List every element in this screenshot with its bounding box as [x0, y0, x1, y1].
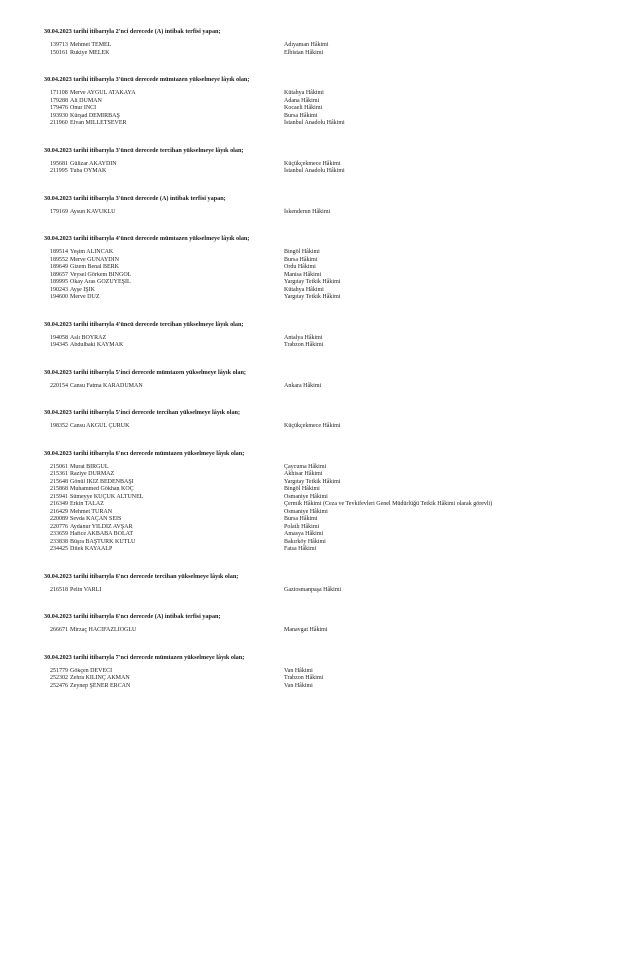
court-assignment: Bursa Hâkimi — [284, 112, 318, 119]
registry-number: 266671 — [50, 627, 68, 633]
judge-name: Onur İNCİ — [70, 105, 97, 111]
judge-name: Erkin TALAZ — [70, 501, 104, 507]
judge-name: Aysun KAVUKLU — [70, 208, 116, 215]
court-assignment: Polatlı Hâkimi — [284, 523, 320, 530]
court-assignment: Ordu Hâkimi — [284, 264, 316, 270]
section-heading: 30.04.2023 tarihi itibarıyla 4'üncü derecede tercihan yükselmeye lâyık olan; — [44, 320, 244, 328]
entry-list — [44, 587, 610, 595]
entry-row — [50, 587, 610, 595]
section-heading: 30.04.2023 tarihi itibarıyla 6'ncı derecede tercihan yükselmeye lâyık olan; — [44, 572, 239, 580]
court-assignment: Ankara Hâkimi — [284, 382, 322, 389]
judge-name: Abdulbaki KAYMAK — [70, 342, 124, 348]
court-assignment: Çaycuma Hâkimi — [284, 463, 327, 470]
registry-number: 233838 — [50, 538, 68, 545]
court-assignment: İskenderun Hâkimi — [284, 208, 331, 215]
registry-number: 211960 — [50, 120, 68, 126]
entry-list — [44, 335, 610, 350]
court-assignment: Bingöl Hâkimi — [284, 486, 320, 492]
entry-row — [50, 668, 610, 676]
entry-list — [44, 383, 610, 391]
registry-number: 216349 — [50, 501, 68, 507]
registry-number: 171108 — [50, 90, 68, 96]
registry-number: 179288 — [50, 97, 68, 104]
entry-row — [50, 509, 610, 517]
entry-row — [50, 423, 610, 431]
entry-list — [44, 209, 610, 217]
entry-row — [50, 120, 610, 128]
entry-row — [50, 90, 610, 98]
section-heading: 30.04.2023 tarihi itibarıyla 7'nci derecede mümtazen yükselmeye lâyık olan; — [44, 653, 245, 661]
promotion-section — [44, 369, 610, 391]
entry-list — [44, 42, 610, 57]
registry-number: 150161 — [50, 49, 68, 56]
entry-row — [50, 98, 610, 106]
judge-name: Merve DÜZ — [70, 294, 100, 300]
judge-name: Mehmet TEMEL — [70, 42, 112, 48]
judge-name: Raziye DURMAZ — [70, 471, 115, 477]
judge-name: Merve AYGÜL ATAKAYA — [70, 90, 136, 96]
court-assignment: Bursa Hâkimi — [284, 256, 318, 263]
registry-number: 211995 — [50, 168, 68, 174]
judge-name: Gizem Benal BERK — [70, 264, 119, 270]
entry-row — [50, 383, 610, 391]
entry-row — [50, 279, 610, 287]
court-assignment: Bakırköy Hâkimi — [284, 538, 326, 545]
section-heading: 30.04.2023 tarihi itibarıyla 4'üncü derecede mümtazen yükselmeye lâyık olan; — [44, 235, 250, 242]
judge-name: Büşra BAŞTÜRK KUTLU — [70, 538, 136, 545]
entry-row — [50, 287, 610, 295]
court-assignment: Elbistan Hâkimi — [284, 49, 324, 56]
judge-name: Sümeyye KÜÇÜK ALTUNEL — [70, 493, 144, 500]
registry-number: 234425 — [50, 546, 68, 552]
court-assignment: Bingöl Hâkimi — [284, 249, 320, 255]
registry-number: 220776 — [50, 523, 68, 530]
registry-number: 215061 — [50, 463, 68, 470]
registry-number: 252302 — [50, 675, 68, 681]
registry-number: 189514 — [50, 249, 68, 255]
section-heading: 30.04.2023 tarihi itibarıyla 6'ncı derecede mümtazen yükselmeye lâyık olan; — [44, 449, 245, 457]
entry-row — [50, 168, 610, 176]
entry-row — [50, 486, 610, 494]
court-assignment: Akhisar Hâkimi — [284, 471, 323, 477]
court-assignment: Yargıtay Tetkik Hâkimi — [284, 279, 341, 285]
judge-name: Aslı BOYRAZ — [70, 334, 107, 341]
judge-name: Kürşad DEMİRBAŞ — [70, 112, 120, 119]
entry-list — [44, 423, 610, 431]
registry-number: 215361 — [50, 471, 68, 477]
court-assignment: Küçükçekmece Hâkimi — [284, 423, 341, 429]
judge-name: Murat BİRGÜL — [70, 463, 109, 470]
court-assignment: Osmaniye Hâkimi — [284, 493, 328, 500]
judge-name: Cansu Fatma KARADUMAN — [70, 382, 143, 389]
court-assignment: Adana Hâkimi — [284, 97, 320, 104]
court-assignment: İstanbul Anadolu Hâkimi — [284, 120, 345, 126]
court-assignment: Osmaniye Hâkimi — [284, 508, 328, 515]
entry-row — [50, 479, 610, 487]
entry-row — [50, 50, 610, 58]
judge-name: Okay Aras GÖZÜYEŞİL — [70, 279, 131, 285]
registry-number: 216518 — [50, 586, 68, 593]
entry-row — [50, 161, 610, 169]
entry-row — [50, 335, 610, 343]
entry-row — [50, 546, 610, 554]
registry-number: 215868 — [50, 486, 68, 492]
promotion-section — [44, 235, 610, 302]
registry-number: 215648 — [50, 478, 68, 485]
entry-row — [50, 209, 610, 217]
judge-name: Gökçen DEVECİ — [70, 667, 113, 674]
registry-number: 198352 — [50, 423, 68, 429]
judge-name: Hafice AKBABA BOLAT — [70, 531, 133, 537]
judge-name: Merve GÜNAYDIN — [70, 256, 119, 263]
judge-name: Mirzaç HACIFAZLIOĞLU — [70, 627, 137, 633]
entry-row — [50, 113, 610, 121]
registry-number: 190243 — [50, 286, 68, 293]
promotion-section — [44, 76, 610, 128]
registry-number: 194345 — [50, 342, 68, 348]
court-assignment: Van Hâkimi — [284, 682, 313, 689]
judge-name: Rukiye MELEK — [70, 49, 110, 56]
entry-row — [50, 683, 610, 691]
entry-list — [44, 161, 610, 176]
court-assignment: Kütahya Hâkimi — [284, 90, 324, 96]
entry-row — [50, 342, 610, 350]
entry-row — [50, 257, 610, 265]
registry-number: 251779 — [50, 667, 68, 674]
entry-list — [44, 627, 610, 635]
judge-name: Yeşim ALINCAK — [70, 249, 114, 255]
judge-name: Dilek KAYAALP — [70, 546, 113, 552]
court-assignment: Bursa Hâkimi — [284, 516, 318, 522]
entry-row — [50, 464, 610, 472]
judge-name: Aydanur YILDIZ AVŞAR — [70, 523, 133, 530]
registry-number: 194600 — [50, 294, 68, 300]
entry-row — [50, 516, 610, 524]
entry-row — [50, 531, 610, 539]
judge-name: Mehmet TURAN — [70, 508, 113, 515]
promotion-section — [44, 321, 610, 350]
promotion-section — [44, 654, 610, 691]
promotion-section — [44, 450, 610, 554]
entry-row — [50, 501, 610, 509]
judge-name: Gönül İKİZ BEDENBAŞI — [70, 478, 134, 485]
judge-name: Muhammed Gökhan KOÇ — [70, 486, 134, 492]
promotion-section — [44, 147, 610, 176]
registry-number: 215941 — [50, 493, 68, 500]
judge-name: Ali DUMAN — [70, 97, 102, 104]
registry-number: 216429 — [50, 508, 68, 515]
section-heading: 30.04.2023 tarihi itibarıyla 3'üncü derecede mümtazen yükselmeye lâyık olan; — [44, 76, 250, 83]
entry-row — [50, 272, 610, 280]
entry-row — [50, 105, 610, 113]
entry-row — [50, 471, 610, 479]
judge-name: Tuba OYMAK — [70, 168, 107, 174]
entry-row — [50, 264, 610, 272]
court-assignment: Gaziosmanpaşa Hâkimi — [284, 586, 342, 593]
court-assignment: Fatsa Hâkimi — [284, 546, 317, 552]
court-assignment: Yargıtay Tetkik Hâkimi — [284, 294, 341, 300]
entry-row — [50, 627, 610, 635]
court-assignment: Çermik Hâkimi (Ceza ve Tevkifevleri Genel Müdürlüğü Tetkik Hâkimi olarak görevli) — [284, 501, 493, 507]
entry-row — [50, 524, 610, 532]
section-heading: 30.04.2023 tarihi itibarıyla 2'nci derecede (A) intibak terfisi yapan; — [44, 28, 221, 35]
entry-row — [50, 249, 610, 257]
registry-number: 189552 — [50, 256, 68, 263]
promotion-section — [44, 409, 610, 431]
registry-number: 195681 — [50, 160, 68, 167]
promotion-section — [44, 613, 610, 635]
registry-number: 252476 — [50, 682, 68, 689]
court-assignment: Antalya Hâkimi — [284, 334, 323, 341]
entry-row — [50, 294, 610, 302]
court-assignment: Trabzon Hâkimi — [284, 342, 324, 348]
registry-number: 220089 — [50, 516, 68, 522]
entry-list — [44, 668, 610, 691]
promotion-section — [44, 28, 610, 57]
entry-row — [50, 494, 610, 502]
court-assignment: Amasya Hâkimi — [284, 531, 324, 537]
promotion-section — [44, 573, 610, 595]
registry-number: 139713 — [50, 42, 68, 48]
registry-number: 194058 — [50, 334, 68, 341]
section-heading: 30.04.2023 tarihi itibarıyla 6'ncı derecede (A) intibak terfisi yapan; — [44, 613, 221, 620]
entry-list — [44, 90, 610, 128]
judge-name: Ayşe IŞIK — [70, 286, 95, 293]
entry-row — [50, 675, 610, 683]
court-assignment: Kocaeli Hâkimi — [284, 105, 323, 111]
judge-name: Pelin VARLI — [70, 586, 102, 593]
entry-row — [50, 42, 610, 50]
registry-number: 233659 — [50, 531, 68, 537]
entry-row — [50, 539, 610, 547]
registry-number: 189657 — [50, 271, 68, 278]
court-assignment: Manisa Hâkimi — [284, 271, 322, 278]
registry-number: 179169 — [50, 208, 68, 215]
entry-list — [44, 249, 610, 302]
judge-name: Veysel Görkem BİNGÖL — [70, 271, 132, 278]
court-assignment: Manavgat Hâkimi — [284, 627, 328, 633]
judge-name: Zeynep ŞENER ERCAN — [70, 682, 131, 689]
court-assignment: Van Hâkimi — [284, 667, 313, 674]
registry-number: 189649 — [50, 264, 68, 270]
promotion-section — [44, 195, 610, 217]
section-heading: 30.04.2023 tarihi itibarıyla 5'inci derecede mümtazen yükselmeye lâyık olan; — [44, 368, 246, 376]
judge-name: Gülizar AKAYDIN — [70, 160, 117, 167]
judge-name: Zehra KILINÇ AKMAN — [70, 675, 130, 681]
registry-number: 193930 — [50, 112, 68, 119]
judge-name: Elvan MİLLETSEVER — [70, 120, 127, 126]
court-assignment: Kütahya Hâkimi — [284, 286, 324, 293]
section-heading: 30.04.2023 tarihi itibarıyla 5'inci derecede tercihan yükselmeye lâyık olan; — [44, 409, 241, 416]
court-assignment: Adıyaman Hâkimi — [284, 42, 329, 48]
court-assignment: Yargıtay Tetkik Hâkimi — [284, 478, 341, 485]
court-assignment: Küçükçekmece Hâkimi — [284, 160, 341, 167]
registry-number: 189995 — [50, 279, 68, 285]
section-heading: 30.04.2023 tarihi itibarıyla 3'üncü derecede tercihan yükselmeye lâyık olan; — [44, 146, 244, 154]
court-assignment: Trabzon Hâkimi — [284, 675, 324, 681]
judge-name: Cansu AKGÜL ÇÜRÜK — [70, 423, 130, 429]
registry-number: 220154 — [50, 382, 68, 389]
court-assignment: İstanbul Anadolu Hâkimi — [284, 168, 345, 174]
section-heading: 30.04.2023 tarihi itibarıyla 3'üncü derecede (A) intibak terfisi yapan; — [44, 194, 226, 202]
registry-number: 179476 — [50, 105, 68, 111]
judge-name: Sevda KAÇAN SEİS — [70, 516, 122, 522]
entry-list — [44, 464, 610, 554]
